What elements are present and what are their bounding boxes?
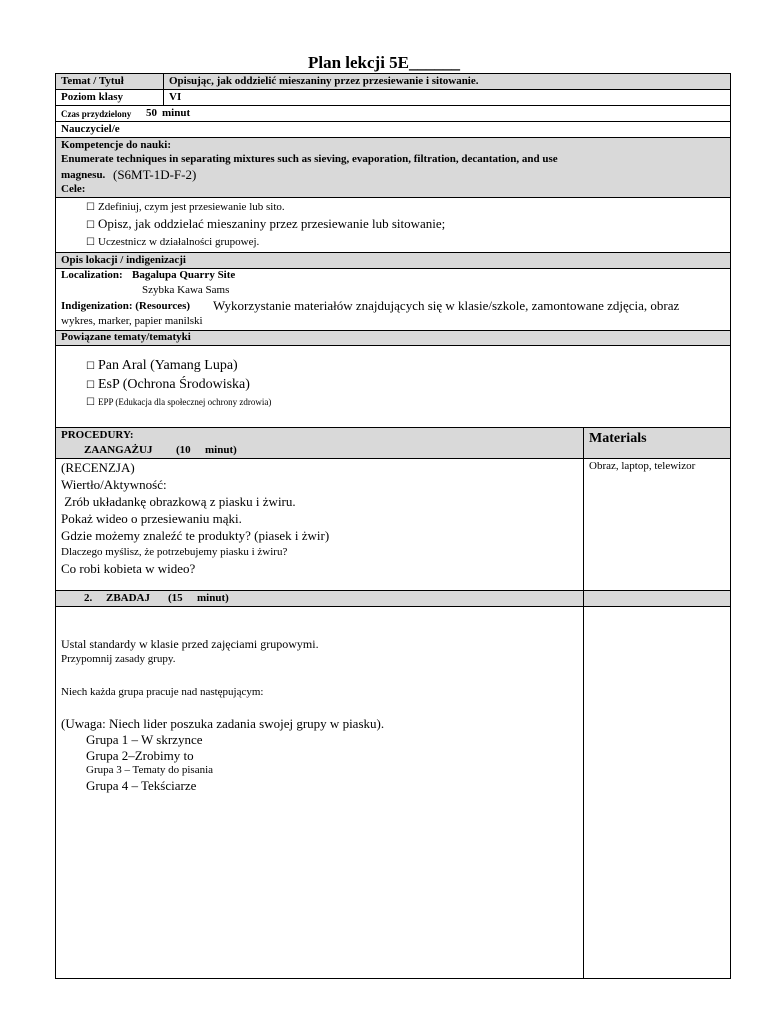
related-item [86,377,250,393]
explore-line: Grupa 3 – Tematy do pisania [86,764,214,776]
related-text: EPP (Edukacja dla społecznej ochrony zdrowia) [98,397,272,407]
engage-line: (RECENZJA) [61,460,135,475]
engage-section [56,459,730,591]
explore-section [56,607,730,978]
col-divider [583,591,584,606]
explore-line: Ustal standardy w klasie przed zajęciami grupowymi. [61,637,319,651]
explore-line: Grupa 1 – W skrzynce [86,732,203,747]
col-divider [583,428,584,458]
localization-label: Localization: [61,269,123,281]
engage-line: Gdzie możemy znaleźć te produkty? (piasek i żwir) [61,528,330,543]
objectives-section [56,198,730,253]
competency-code: (S6MT-1D-F-2) [113,167,197,182]
explore-line: Grupa 4 – Tekściarze [86,778,197,793]
indigenization-text2: wykres, marker, papier manilski [61,315,203,327]
checkbox-icon: ☐ [86,202,95,213]
competency-text-line1: Enumerate techniques in separating mixtures such as sieving, evaporation, filtration, decantation, and use [61,153,558,165]
related-item [86,358,238,374]
grade-row [56,90,730,106]
col-divider [163,90,164,105]
time-value: 50 [146,107,157,119]
engage-line: Co robi kobieta w wideo? [61,561,196,576]
time-label: Czas przydzielony [61,109,132,119]
explore-time: (15 [168,592,183,604]
title-blank: ______ [409,53,461,72]
explore-line: Grupa 2–Zrobimy to [86,748,194,763]
objective-item [86,236,259,248]
explore-header [56,591,730,607]
explore-unit: minut) [197,592,229,604]
location-section-label: Opis lokacji / indigenizacji [61,254,186,266]
checkbox-icon: ☐ [86,220,95,231]
objective-text: Opisz, jak oddzielać mieszaniny przez przesiewanie lub sitowanie; [98,216,446,231]
related-text: Pan Aral (Yamang Lupa) [98,358,238,373]
objective-item [86,216,445,232]
objective-text: Zdefiniuj, czym jest przesiewanie lub sito. [98,201,285,213]
time-unit: minut [162,107,191,119]
engage-line: Wiertło/Aktywność: [61,477,167,492]
related-item [86,397,271,408]
time-row [56,106,730,122]
related-header [56,331,730,346]
related-text: EsP (Ochrona Środowiska) [98,377,250,392]
localization-value: Bagalupa Quarry Site [132,269,236,281]
page-title [0,52,768,74]
grade-label: Poziom klasy [61,91,124,103]
teacher-label: Nauczyciel/e [61,123,120,135]
grade-value: VI [169,91,182,103]
col-divider [163,74,164,89]
checkbox-icon: ☐ [86,380,95,391]
topic-row [56,74,730,90]
procedures-header [56,428,730,459]
materials-label: Materials [589,431,647,446]
explore-line: Przypomnij zasady grupy. [61,653,176,665]
location-header [56,253,730,269]
procedures-label: PROCEDURY: [61,429,134,441]
col-divider [583,459,584,590]
related-section [56,346,730,428]
engage-line: Dlaczego myślisz, że potrzebujemy piasku i żwiru? [61,546,288,558]
competency-section [56,138,730,198]
location-section [56,269,730,331]
engage-time: (10 [176,444,191,456]
teacher-row [56,122,730,138]
engage-line: Zrób układankę obrazkową z piasku i żwiru. [61,494,296,509]
checkbox-icon: ☐ [86,361,95,372]
topic-label: Temat / Tytuł [61,75,124,87]
indigenization-label: Indigenization: (Resources) [61,300,191,312]
competency-label: Kompetencje do nauki: [61,139,171,151]
engage-materials: Obraz, laptop, telewizor [589,460,696,472]
topic-value: Opisując, jak oddzielić mieszaniny przez przesiewanie i sitowanie. [169,75,479,87]
objective-text: Uczestnicz w działalności grupowej. [98,236,260,248]
localization-sub: Szybka Kawa Sams [142,284,230,296]
objectives-label: Cele: [61,183,86,195]
competency-text-line2: magnesu. [61,169,106,181]
related-section-label: Powiązane tematy/tematyki [61,331,191,343]
col-divider [583,607,584,978]
explore-line: (Uwaga: Niech lider poszuka zadania swojej grupy w piasku). [61,716,385,731]
checkbox-icon: ☐ [86,397,95,408]
lesson-plan-table [55,73,731,979]
explore-line: Niech każda grupa pracuje nad następującym: [61,686,264,698]
engage-line: Pokaż wideo o przesiewaniu mąki. [61,511,242,526]
indigenization-text: Wykorzystanie materiałów znajdujących się w klasie/szkole, zamontowane zdjęcia, obraz [213,298,680,313]
explore-label: ZBADAJ [106,592,151,604]
title-text: Plan lekcji 5E [307,53,410,72]
explore-number: 2. [84,592,93,604]
engage-unit: minut) [205,444,237,456]
engage-label: ZAANGAŻUJ [84,444,153,456]
checkbox-icon: ☐ [86,237,95,248]
objective-item [86,201,285,213]
